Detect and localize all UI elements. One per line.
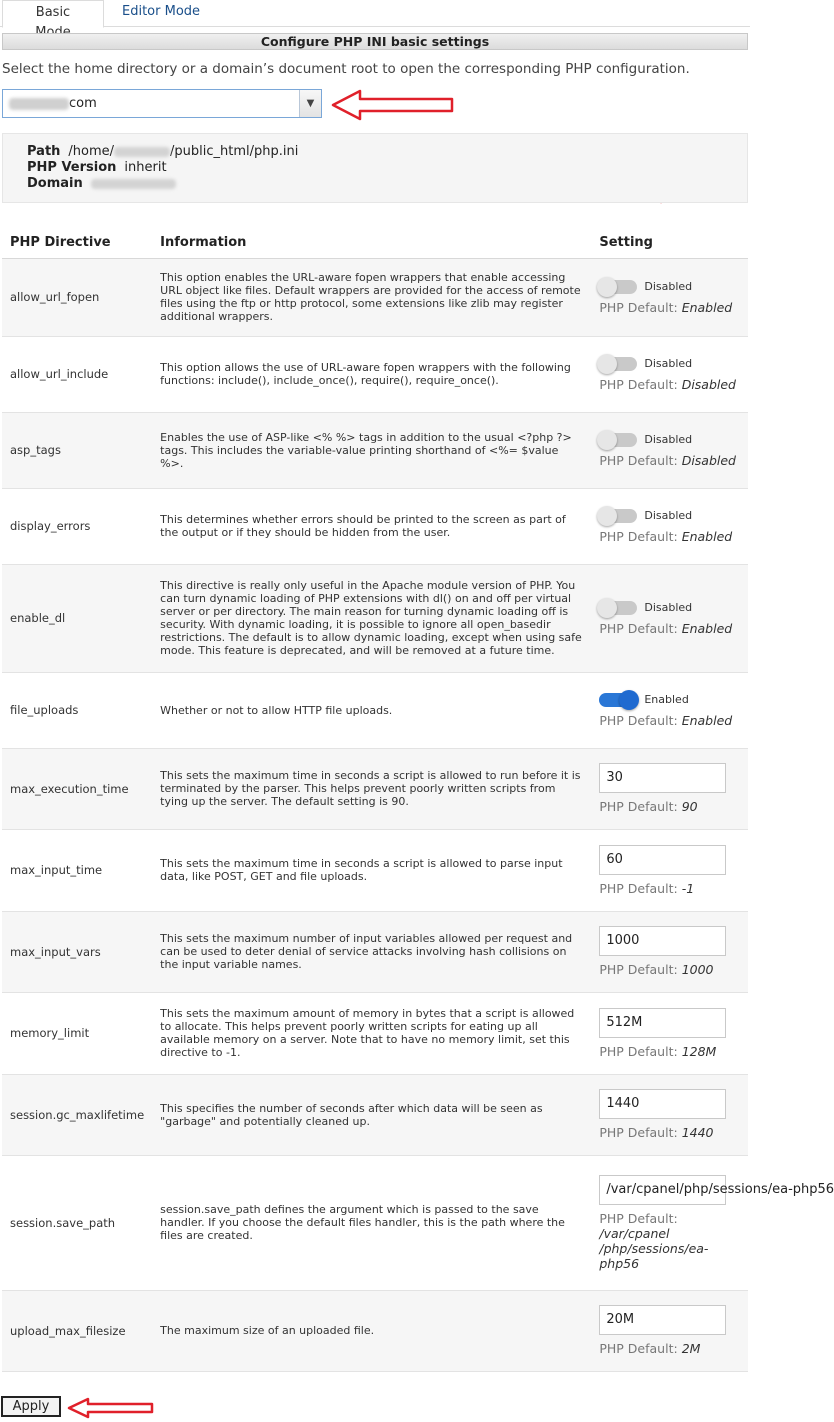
directive-setting [591, 1155, 834, 1290]
directive-info: This sets the maximum number of input variables allowed per request and can be used to deter denial of service attacks involving hash collisions on the input variable names. [152, 911, 591, 992]
directive-info: The maximum size of an uploaded file. [152, 1290, 591, 1371]
directive-name: file_uploads [2, 672, 152, 748]
php-default-value: Disabled [681, 376, 736, 392]
php-default-label: PHP Default: [599, 880, 678, 896]
php-default [599, 1211, 740, 1271]
php-info-box [2, 133, 748, 203]
toggle-switch[interactable] [599, 433, 637, 447]
php-default-value: 128M [681, 1043, 717, 1059]
php-default [599, 453, 740, 468]
toggle-row [599, 433, 740, 447]
toggle-row [599, 601, 740, 615]
php-default [599, 799, 740, 814]
setting-input[interactable]: 512M [599, 1008, 726, 1038]
directive-info: This sets the maximum amount of memory in bytes that a script is allowed to allocate. This helps prevent poorly written scripts for eating up all available memory on a server. Note that to have no memory limit, set this directive to -1. [152, 992, 591, 1074]
php-default-label: PHP Default: [599, 962, 678, 977]
directive-setting [591, 1290, 748, 1371]
table-row [2, 748, 748, 829]
setting-input[interactable]: 20M [599, 1305, 726, 1335]
header-setting: Setting [591, 228, 748, 258]
table-row [2, 1074, 748, 1155]
php-default-value: Enabled [681, 528, 733, 544]
directive-name: max_input_vars [2, 911, 152, 992]
directive-name: session.gc_maxlifetime [2, 1074, 152, 1155]
directive-setting [591, 672, 748, 748]
table-row [2, 412, 748, 488]
table-row [2, 911, 748, 992]
toggle-state-label: Disabled [644, 356, 693, 370]
php-default [599, 621, 740, 636]
directive-info: This option allows the use of URL-aware fopen wrappers with the following functions: include(), include_once(), require(), require_once(). [152, 336, 591, 412]
directive-name: session.save_path [2, 1155, 152, 1290]
toggle-switch[interactable] [599, 280, 637, 294]
toggle-row [599, 509, 740, 523]
toggle-switch[interactable] [599, 509, 637, 523]
php-default [599, 1125, 740, 1140]
path-label: Path [27, 144, 61, 159]
chevron-down-icon[interactable]: ▼ [299, 90, 321, 117]
php-default-label: PHP Default: [599, 712, 678, 728]
directive-info: session.save_path defines the argument which is passed to the save handler. If you choose the default files handler, this is the path where the files are created. [152, 1155, 591, 1290]
setting-input[interactable]: 30 [599, 763, 726, 793]
directive-name: max_input_time [2, 829, 152, 911]
php-default-label: PHP Default: [599, 799, 678, 814]
domain-label: Domain [27, 176, 83, 191]
section-title: Configure PHP INI basic settings [2, 33, 748, 50]
directive-info: This sets the maximum time in seconds a script is allowed to run before it is terminated by the parser. This helps prevent poorly written scripts from tying up the server. The default setting is 90. [152, 748, 591, 829]
php-default-value: -1 [681, 880, 695, 896]
toggle-state-label: Disabled [644, 279, 693, 293]
php-default-label: PHP Default: [599, 528, 678, 544]
setting-input[interactable]: 1000 [599, 926, 726, 956]
setting-input[interactable]: /var/cpanel/php/sessions/ea-php56 [599, 1175, 726, 1205]
php-default-value: Enabled [681, 712, 733, 728]
left-arrow-annotation [330, 88, 456, 122]
directive-setting [591, 1074, 748, 1155]
redacted-domain [9, 98, 69, 110]
php-default-label: PHP Default: [599, 620, 678, 636]
directive-name: enable_dl [2, 564, 152, 672]
directive-info: This sets the maximum time in seconds a script is allowed to parse input data, like POST, GET and file uploads. [152, 829, 591, 911]
redacted-domain-value [91, 179, 176, 189]
directive-name: upload_max_filesize [2, 1290, 152, 1371]
toggle-state-label: Disabled [644, 600, 693, 614]
table-row [2, 829, 748, 911]
php-default-label: PHP Default: [599, 1210, 678, 1226]
toggle-row [599, 693, 740, 707]
directives-table [2, 228, 834, 1372]
php-default-value: /var/cpanel /php/sessions/ea-php56 [599, 1225, 709, 1271]
php-default [599, 881, 740, 896]
table-row [2, 1155, 748, 1290]
version-label: PHP Version [27, 160, 117, 175]
path-suffix: /public_html/php.ini [170, 144, 299, 159]
table-row [2, 488, 748, 564]
toggle-state-label: Enabled [644, 692, 689, 706]
php-default-value: Enabled [681, 620, 733, 636]
setting-input[interactable]: 1440 [599, 1089, 726, 1119]
directive-info: This specifies the number of seconds after which data will be seen as "garbage" and potentially cleaned up. [152, 1074, 591, 1155]
setting-input[interactable]: 60 [599, 845, 726, 875]
php-default-label: PHP Default: [599, 1125, 678, 1140]
redacted-user [114, 147, 170, 157]
table-header [2, 228, 748, 258]
directive-setting [591, 336, 748, 412]
tab-editor-mode[interactable]: Editor Mode [122, 4, 201, 19]
php-default-value: Enabled [681, 299, 733, 315]
path-row [27, 144, 723, 160]
php-default-label: PHP Default: [599, 376, 678, 392]
php-default [599, 529, 740, 544]
version-value: inherit [124, 160, 167, 175]
directive-info: Enables the use of ASP-like <% %> tags in addition to the usual <?php ?> tags. This includes the variable-value printing shorthand of <%= $value %>. [152, 412, 591, 488]
directive-info: Whether or not to allow HTTP file uploads. [152, 672, 591, 748]
directive-name: memory_limit [2, 992, 152, 1074]
php-default [599, 377, 740, 392]
domain-row [27, 176, 723, 192]
directive-name: asp_tags [2, 412, 152, 488]
table-row [2, 992, 748, 1074]
header-information: Information [152, 228, 591, 258]
directive-name: display_errors [2, 488, 152, 564]
php-default-value: Disabled [681, 452, 736, 468]
directive-info: This determines whether errors should be printed to the screen as part of the output or if they should be hidden from the user. [152, 488, 591, 564]
apply-button[interactable]: Apply [1, 1396, 61, 1417]
php-default-value: 1000 [681, 962, 714, 977]
php-default [599, 1044, 740, 1059]
toggle-switch[interactable] [599, 357, 637, 371]
table-row [2, 672, 748, 748]
directive-setting [591, 992, 748, 1074]
php-default-value: 90 [681, 799, 698, 814]
apply-arrow-annotation [66, 1396, 156, 1420]
tab-basic-mode[interactable]: Basic [2, 0, 104, 28]
table-row [2, 564, 748, 672]
directive-setting [591, 748, 748, 829]
toggle-row [599, 357, 740, 371]
directive-info: This directive is really only useful in the Apache module version of PHP. You can turn dynamic loading of PHP extensions with dl() on and off per virtual server or per directory. The main reason for turning dynamic loading off is security. With dynamic loading, it is possible to ignore all open_basedir restrictions. The default is to allow dynamic loading, except when using safe mode. This feature is deprecated, and will be removed at a future time. [152, 564, 591, 672]
php-default-label: PHP Default: [599, 299, 678, 315]
domain-select-value: com [69, 96, 97, 111]
directive-setting [591, 488, 748, 564]
php-default [599, 713, 740, 728]
directive-setting [591, 258, 748, 336]
php-default [599, 300, 740, 315]
toggle-switch[interactable] [599, 693, 637, 707]
toggle-state-label: Disabled [644, 432, 693, 446]
php-default [599, 962, 740, 977]
table-row [2, 258, 748, 336]
version-row [27, 160, 723, 176]
table-row [2, 1290, 748, 1371]
mode-tabs [0, 0, 750, 27]
toggle-row [599, 280, 740, 294]
domain-select[interactable] [2, 89, 322, 118]
directive-info: This option enables the URL-aware fopen wrappers that enable accessing URL object like files. Default wrappers are provided for the access of remote files using the ftp or http protocol, some extensions like zlib may register additional wrappers. [152, 258, 591, 336]
directive-name: allow_url_fopen [2, 258, 152, 336]
header-directive: PHP Directive [2, 228, 152, 258]
toggle-state-label: Disabled [644, 508, 693, 522]
php-default [599, 1341, 740, 1356]
toggle-switch[interactable] [599, 601, 637, 615]
directive-name: max_execution_time [2, 748, 152, 829]
path-prefix: /home/ [68, 144, 115, 159]
php-default-value: 2M [681, 1341, 701, 1356]
directive-setting [591, 564, 748, 672]
directive-name: allow_url_include [2, 336, 152, 412]
php-default-label: PHP Default: [599, 1043, 678, 1059]
directive-setting [591, 829, 748, 911]
directive-setting [591, 911, 748, 992]
php-default-label: PHP Default: [599, 1341, 678, 1356]
directive-setting [591, 412, 748, 488]
instruction-text: Select the home directory or a domain’s document root to open the corresponding PHP configuration. [2, 61, 690, 77]
php-default-label: PHP Default: [599, 452, 678, 468]
table-row [2, 336, 748, 412]
php-default-value: 1440 [681, 1125, 714, 1140]
